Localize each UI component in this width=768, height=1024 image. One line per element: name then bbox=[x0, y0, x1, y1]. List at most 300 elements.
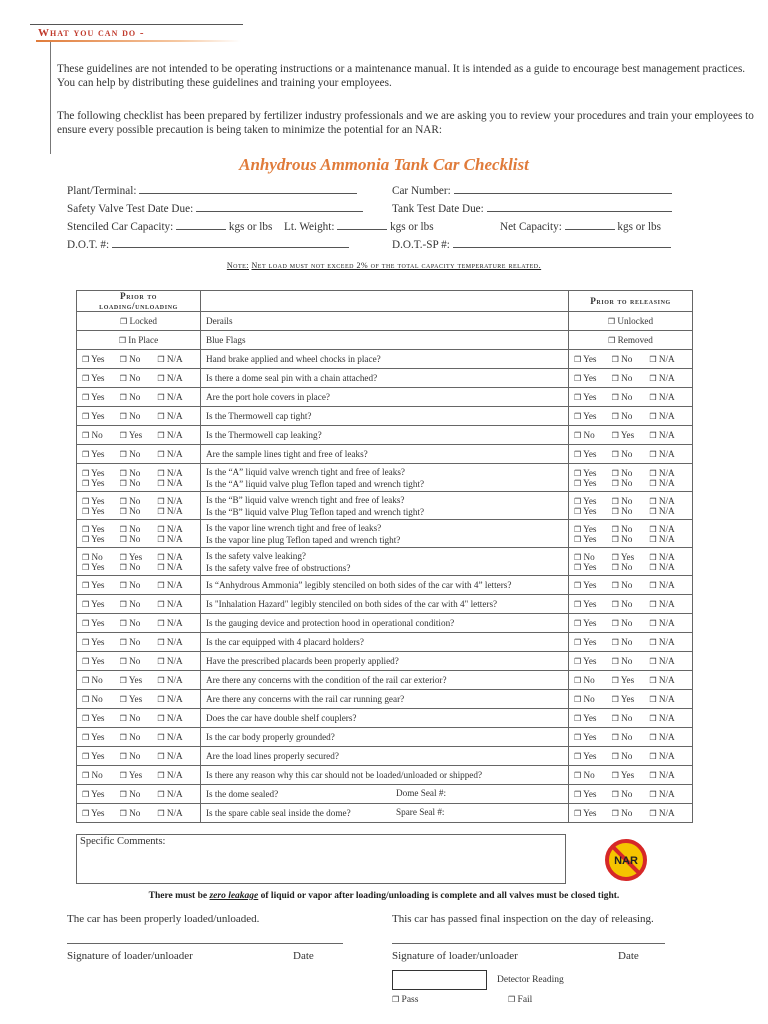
option-checkbox[interactable] bbox=[157, 580, 195, 590]
option-checkbox[interactable] bbox=[157, 713, 195, 723]
option-checkbox[interactable] bbox=[82, 534, 120, 544]
option-checkbox[interactable] bbox=[82, 694, 120, 704]
checkbox-icon: ❒ bbox=[574, 733, 582, 742]
option-checkbox[interactable] bbox=[120, 496, 158, 506]
left-options-cell bbox=[77, 633, 201, 652]
option-checkbox[interactable] bbox=[649, 732, 687, 742]
option-checkbox[interactable] bbox=[120, 449, 158, 459]
option-group bbox=[82, 808, 195, 818]
option-checkbox[interactable] bbox=[120, 808, 158, 818]
checkbox-icon: ❒ bbox=[119, 393, 127, 402]
option-checkbox[interactable] bbox=[82, 373, 120, 383]
option-label: No bbox=[129, 467, 141, 478]
option-label: N/A bbox=[166, 599, 183, 609]
checkbox-icon: ❒ bbox=[574, 790, 582, 799]
left-options-cell bbox=[77, 350, 201, 369]
option-label: N/A bbox=[166, 411, 183, 421]
comments-box[interactable] bbox=[76, 834, 566, 884]
option-checkbox[interactable] bbox=[612, 732, 650, 742]
option-checkbox[interactable] bbox=[612, 468, 650, 478]
lt-weight-field[interactable] bbox=[284, 221, 434, 233]
option-checkbox[interactable] bbox=[157, 534, 195, 544]
option-checkbox[interactable] bbox=[649, 637, 687, 647]
checkbox-icon: ❒ bbox=[82, 468, 90, 478]
option-checkbox[interactable] bbox=[574, 732, 612, 742]
option-checkbox[interactable] bbox=[157, 694, 195, 704]
option-label: Yes bbox=[91, 732, 105, 742]
option-label: N/A bbox=[166, 477, 183, 488]
lt-weight-line[interactable] bbox=[337, 229, 387, 230]
checkbox-icon: ❒ bbox=[157, 355, 165, 364]
option-label: Yes bbox=[91, 354, 105, 364]
option-checkbox[interactable] bbox=[649, 496, 687, 506]
option-checkbox[interactable] bbox=[649, 354, 687, 364]
option-checkbox[interactable] bbox=[120, 713, 158, 723]
option-checkbox[interactable] bbox=[612, 354, 650, 364]
option-checkbox[interactable] bbox=[120, 675, 158, 685]
option-checkbox[interactable] bbox=[574, 534, 612, 544]
checkbox-icon: ❒ bbox=[119, 552, 127, 562]
option-checkbox[interactable] bbox=[82, 808, 120, 818]
option-checkbox[interactable] bbox=[612, 449, 650, 459]
option-checkbox[interactable] bbox=[120, 354, 158, 364]
checkbox-icon: ❒ bbox=[119, 809, 127, 818]
option-checkbox[interactable] bbox=[649, 392, 687, 402]
option-checkbox[interactable] bbox=[612, 789, 650, 799]
option-checkbox[interactable] bbox=[649, 770, 687, 780]
option-checkbox[interactable] bbox=[82, 599, 120, 609]
option-checkbox[interactable] bbox=[574, 580, 612, 590]
option-label: N/A bbox=[658, 656, 675, 666]
option-label: N/A bbox=[166, 618, 183, 628]
option-checkbox[interactable] bbox=[82, 449, 120, 459]
option-checkbox[interactable] bbox=[120, 618, 158, 628]
option-checkbox[interactable] bbox=[120, 656, 158, 666]
checkbox-icon: ❒ bbox=[574, 619, 582, 628]
option-checkbox[interactable] bbox=[612, 751, 650, 761]
option-label: N/A bbox=[166, 392, 183, 402]
option-checkbox[interactable] bbox=[574, 552, 612, 562]
checkbox-icon: ❒ bbox=[649, 676, 657, 685]
option-group bbox=[82, 770, 195, 780]
option-checkbox[interactable] bbox=[574, 392, 612, 402]
option-checkbox[interactable] bbox=[649, 713, 687, 723]
option-checkbox[interactable] bbox=[612, 478, 650, 488]
option-checkbox[interactable] bbox=[82, 468, 120, 478]
checkbox-icon: ❒ bbox=[119, 496, 127, 506]
option-checkbox[interactable] bbox=[649, 534, 687, 544]
option-checkbox[interactable] bbox=[82, 552, 120, 562]
checkbox-icon: ❒ bbox=[649, 374, 657, 383]
checkbox-icon: ❒ bbox=[119, 714, 127, 723]
dot-line[interactable] bbox=[112, 247, 349, 248]
option-checkbox[interactable] bbox=[612, 580, 650, 590]
checkbox-icon: ❒ bbox=[574, 468, 582, 478]
option-label: Yes bbox=[91, 599, 105, 609]
question-cell bbox=[201, 576, 569, 595]
option-label: No bbox=[621, 713, 633, 723]
option-checkbox[interactable] bbox=[82, 411, 120, 421]
option-checkbox[interactable] bbox=[574, 656, 612, 666]
option-checkbox[interactable] bbox=[157, 552, 195, 562]
option-group bbox=[82, 656, 195, 666]
option-checkbox[interactable] bbox=[574, 496, 612, 506]
option-label: N/A bbox=[658, 373, 675, 383]
option-checkbox[interactable] bbox=[82, 618, 120, 628]
option-checkbox[interactable] bbox=[157, 496, 195, 506]
option-group bbox=[574, 506, 687, 516]
option-label: No bbox=[583, 430, 595, 440]
option-checkbox[interactable] bbox=[649, 524, 687, 534]
option-checkbox[interactable] bbox=[82, 524, 120, 534]
option-checkbox[interactable] bbox=[82, 562, 120, 572]
option-checkbox[interactable] bbox=[157, 618, 195, 628]
option-checkbox[interactable] bbox=[157, 478, 195, 488]
checkbox-icon: ❒ bbox=[157, 412, 165, 421]
option-label: N/A bbox=[658, 770, 675, 780]
table-row bbox=[77, 595, 693, 614]
header-accent-rule bbox=[36, 40, 241, 42]
option-checkbox[interactable] bbox=[612, 411, 650, 421]
table-row bbox=[77, 426, 693, 445]
option-checkbox[interactable] bbox=[120, 599, 158, 609]
option-checkbox[interactable] bbox=[82, 580, 120, 590]
option-label: No bbox=[91, 551, 103, 562]
table-row bbox=[77, 520, 693, 548]
option-label: N/A bbox=[658, 533, 675, 544]
option-checkbox[interactable] bbox=[82, 732, 120, 742]
net-capacity-line[interactable] bbox=[565, 229, 615, 230]
option-checkbox[interactable] bbox=[157, 506, 195, 516]
plant-terminal-label: Plant/Terminal: bbox=[67, 185, 137, 197]
option-checkbox[interactable] bbox=[649, 552, 687, 562]
option-checkbox[interactable] bbox=[82, 656, 120, 666]
option-checkbox[interactable] bbox=[574, 675, 612, 685]
car-number-line[interactable] bbox=[454, 193, 672, 194]
option-checkbox[interactable] bbox=[612, 524, 650, 534]
option-checkbox[interactable] bbox=[649, 694, 687, 704]
option-checkbox[interactable] bbox=[82, 637, 120, 647]
plant-terminal-line[interactable] bbox=[139, 193, 357, 194]
option-checkbox[interactable] bbox=[649, 478, 687, 488]
option-checkbox[interactable] bbox=[120, 534, 158, 544]
option-checkbox[interactable] bbox=[157, 637, 195, 647]
table-row bbox=[77, 407, 693, 426]
option-checkbox[interactable] bbox=[574, 506, 612, 516]
question-text: Is the Thermowell cap leaking? bbox=[206, 430, 322, 440]
option-checkbox[interactable] bbox=[120, 732, 158, 742]
option-checkbox[interactable] bbox=[82, 392, 120, 402]
in-place-checkbox[interactable]: ❒ In Place bbox=[77, 331, 201, 350]
pass-checkbox[interactable]: ❒ Pass bbox=[392, 995, 419, 1005]
locked-checkbox[interactable]: ❒ Locked bbox=[77, 312, 201, 331]
safety-valve-field[interactable] bbox=[67, 203, 363, 215]
signature-line-right[interactable] bbox=[392, 943, 665, 944]
option-checkbox[interactable] bbox=[82, 506, 120, 516]
option-checkbox[interactable] bbox=[649, 580, 687, 590]
option-checkbox[interactable] bbox=[574, 562, 612, 572]
option-label: N/A bbox=[166, 656, 183, 666]
option-checkbox[interactable] bbox=[82, 713, 120, 723]
option-label: Yes bbox=[91, 751, 105, 761]
option-checkbox[interactable] bbox=[574, 808, 612, 818]
checkbox-icon: ❒ bbox=[649, 534, 657, 544]
option-checkbox[interactable] bbox=[574, 618, 612, 628]
option-checkbox[interactable] bbox=[612, 392, 650, 402]
option-checkbox[interactable] bbox=[157, 449, 195, 459]
removed-checkbox[interactable]: ❒ Removed bbox=[569, 331, 693, 350]
option-checkbox[interactable] bbox=[649, 599, 687, 609]
dot-field[interactable] bbox=[67, 239, 349, 251]
option-checkbox[interactable] bbox=[612, 770, 650, 780]
checkbox-icon: ❒ bbox=[119, 468, 127, 478]
option-label: N/A bbox=[166, 580, 183, 590]
option-checkbox[interactable] bbox=[574, 411, 612, 421]
signature-line-left[interactable] bbox=[67, 943, 343, 944]
option-checkbox[interactable] bbox=[574, 430, 612, 440]
option-checkbox[interactable] bbox=[157, 808, 195, 818]
option-checkbox[interactable] bbox=[120, 524, 158, 534]
option-checkbox[interactable] bbox=[120, 637, 158, 647]
option-checkbox[interactable] bbox=[574, 751, 612, 761]
date-label-left: Date bbox=[293, 950, 314, 962]
option-checkbox[interactable] bbox=[574, 713, 612, 723]
left-options-cell bbox=[77, 445, 201, 464]
option-checkbox[interactable] bbox=[649, 808, 687, 818]
checkbox-icon: ❒ bbox=[574, 450, 582, 459]
option-checkbox[interactable] bbox=[649, 411, 687, 421]
option-checkbox[interactable] bbox=[82, 789, 120, 799]
left-options-cell bbox=[77, 690, 201, 709]
option-checkbox[interactable] bbox=[612, 534, 650, 544]
unlocked-checkbox[interactable]: ❒ Unlocked bbox=[569, 312, 693, 331]
question-text: Are the load lines properly secured? bbox=[206, 751, 339, 761]
option-checkbox[interactable] bbox=[82, 478, 120, 488]
option-checkbox[interactable] bbox=[157, 468, 195, 478]
option-checkbox[interactable] bbox=[120, 506, 158, 516]
option-checkbox[interactable] bbox=[649, 789, 687, 799]
checkbox-icon: ❒ bbox=[392, 995, 400, 1004]
option-label: Yes bbox=[91, 561, 105, 572]
option-label: Yes bbox=[583, 495, 597, 506]
option-checkbox[interactable] bbox=[574, 468, 612, 478]
option-label: Yes bbox=[583, 505, 597, 516]
option-label: Yes bbox=[620, 694, 635, 704]
question-text: Are the port hole covers in place? bbox=[206, 392, 330, 402]
option-checkbox[interactable] bbox=[157, 373, 195, 383]
option-checkbox[interactable] bbox=[612, 552, 650, 562]
option-checkbox[interactable] bbox=[649, 618, 687, 628]
net-capacity-field[interactable] bbox=[500, 221, 661, 233]
option-checkbox[interactable] bbox=[649, 468, 687, 478]
option-checkbox[interactable] bbox=[157, 751, 195, 761]
car-number-field[interactable] bbox=[392, 185, 672, 197]
option-checkbox[interactable] bbox=[612, 694, 650, 704]
tank-test-line[interactable] bbox=[487, 211, 672, 212]
option-checkbox[interactable] bbox=[82, 770, 120, 780]
option-label: Yes bbox=[620, 430, 635, 440]
checkbox-icon: ❒ bbox=[574, 581, 582, 590]
option-checkbox[interactable] bbox=[157, 354, 195, 364]
option-checkbox[interactable] bbox=[120, 751, 158, 761]
option-checkbox[interactable] bbox=[120, 789, 158, 799]
option-label: N/A bbox=[658, 694, 675, 704]
option-checkbox[interactable] bbox=[82, 675, 120, 685]
left-options-cell bbox=[77, 548, 201, 576]
option-checkbox[interactable] bbox=[649, 506, 687, 516]
option-checkbox[interactable] bbox=[649, 675, 687, 685]
option-label: Yes bbox=[583, 618, 597, 628]
option-checkbox[interactable] bbox=[649, 751, 687, 761]
stenciled-capacity-field[interactable] bbox=[67, 221, 272, 233]
dot-sp-line[interactable] bbox=[453, 247, 671, 248]
option-checkbox[interactable] bbox=[82, 751, 120, 761]
option-checkbox[interactable] bbox=[649, 562, 687, 572]
option-checkbox[interactable] bbox=[574, 354, 612, 364]
option-checkbox[interactable] bbox=[157, 524, 195, 534]
option-group bbox=[574, 656, 687, 666]
option-checkbox[interactable] bbox=[612, 562, 650, 572]
checkbox-icon: ❒ bbox=[119, 562, 127, 572]
checkbox-icon: ❒ bbox=[649, 412, 657, 421]
checkbox-icon: ❒ bbox=[82, 752, 90, 761]
question-text: Hand brake applied and wheel chocks in place? bbox=[206, 354, 381, 364]
option-checkbox[interactable] bbox=[82, 354, 120, 364]
option-label: N/A bbox=[166, 675, 183, 685]
option-checkbox[interactable] bbox=[82, 496, 120, 506]
option-checkbox[interactable] bbox=[612, 430, 650, 440]
option-label: No bbox=[621, 523, 633, 534]
header-vertical-rule bbox=[50, 42, 51, 154]
option-checkbox[interactable] bbox=[157, 789, 195, 799]
plant-terminal-field[interactable] bbox=[67, 185, 357, 197]
dot-sp-field[interactable] bbox=[392, 239, 671, 251]
detector-reading-box[interactable] bbox=[392, 970, 487, 990]
option-checkbox[interactable] bbox=[157, 430, 195, 440]
checkbox-icon: ❒ bbox=[649, 657, 657, 666]
option-checkbox[interactable] bbox=[120, 411, 158, 421]
checkbox-icon: ❒ bbox=[157, 600, 165, 609]
option-checkbox[interactable] bbox=[157, 392, 195, 402]
option-checkbox[interactable] bbox=[157, 770, 195, 780]
checkbox-icon: ❒ bbox=[611, 468, 619, 478]
option-label: N/A bbox=[658, 505, 675, 516]
checkbox-icon: ❒ bbox=[82, 393, 90, 402]
option-checkbox[interactable] bbox=[574, 449, 612, 459]
option-group bbox=[82, 392, 195, 402]
option-checkbox[interactable] bbox=[120, 468, 158, 478]
option-checkbox[interactable] bbox=[612, 618, 650, 628]
option-group bbox=[574, 496, 687, 506]
left-options-cell bbox=[77, 388, 201, 407]
car-number-label: Car Number: bbox=[392, 185, 451, 197]
net-capacity-label: Net Capacity: bbox=[500, 221, 562, 233]
option-label: No bbox=[129, 561, 141, 572]
checkbox-icon: ❒ bbox=[574, 524, 582, 534]
checkbox-icon: ❒ bbox=[611, 496, 619, 506]
option-checkbox[interactable] bbox=[82, 430, 120, 440]
option-checkbox[interactable] bbox=[612, 506, 650, 516]
option-checkbox[interactable] bbox=[120, 392, 158, 402]
option-checkbox[interactable] bbox=[120, 562, 158, 572]
option-checkbox[interactable] bbox=[120, 552, 158, 562]
option-checkbox[interactable] bbox=[574, 694, 612, 704]
checkbox-icon: ❒ bbox=[574, 752, 582, 761]
option-checkbox[interactable] bbox=[157, 675, 195, 685]
checkbox-icon: ❒ bbox=[611, 752, 619, 761]
option-checkbox[interactable] bbox=[120, 430, 158, 440]
option-checkbox[interactable] bbox=[612, 675, 650, 685]
option-label: No bbox=[129, 751, 141, 761]
option-label: N/A bbox=[658, 467, 675, 478]
question-text: Is there a dome seal pin with a chain attached? bbox=[206, 373, 378, 383]
option-label: N/A bbox=[658, 789, 675, 799]
option-checkbox[interactable] bbox=[612, 808, 650, 818]
option-checkbox[interactable] bbox=[649, 449, 687, 459]
option-label: Yes bbox=[583, 808, 597, 818]
option-checkbox[interactable] bbox=[649, 373, 687, 383]
option-checkbox[interactable] bbox=[612, 599, 650, 609]
option-checkbox[interactable] bbox=[649, 430, 687, 440]
option-checkbox[interactable] bbox=[157, 656, 195, 666]
safety-valve-line[interactable] bbox=[196, 211, 363, 212]
option-checkbox[interactable] bbox=[574, 637, 612, 647]
table-row bbox=[77, 350, 693, 369]
option-group bbox=[82, 599, 195, 609]
option-checkbox[interactable] bbox=[157, 599, 195, 609]
option-group bbox=[574, 392, 687, 402]
option-checkbox[interactable] bbox=[120, 694, 158, 704]
option-checkbox[interactable] bbox=[574, 599, 612, 609]
table-row bbox=[77, 633, 693, 652]
option-checkbox[interactable] bbox=[612, 713, 650, 723]
option-checkbox[interactable] bbox=[157, 411, 195, 421]
option-checkbox[interactable] bbox=[612, 656, 650, 666]
option-checkbox[interactable] bbox=[574, 373, 612, 383]
option-checkbox[interactable] bbox=[120, 580, 158, 590]
right-options-cell bbox=[569, 492, 693, 520]
checkbox-icon: ❒ bbox=[119, 695, 127, 704]
option-checkbox[interactable] bbox=[612, 637, 650, 647]
option-group bbox=[82, 789, 195, 799]
checkbox-icon: ❒ bbox=[611, 431, 619, 440]
left-options-cell bbox=[77, 709, 201, 728]
option-checkbox[interactable] bbox=[157, 732, 195, 742]
option-checkbox[interactable] bbox=[649, 656, 687, 666]
option-label: Yes bbox=[91, 618, 105, 628]
option-checkbox[interactable] bbox=[157, 562, 195, 572]
stenciled-capacity-line[interactable] bbox=[176, 229, 226, 230]
option-checkbox[interactable] bbox=[574, 478, 612, 488]
option-checkbox[interactable] bbox=[612, 373, 650, 383]
option-checkbox[interactable] bbox=[612, 496, 650, 506]
option-checkbox[interactable] bbox=[120, 373, 158, 383]
tank-test-field[interactable] bbox=[392, 203, 672, 215]
detector-reading-label: Detector Reading bbox=[497, 975, 564, 985]
checkbox-icon: ❒ bbox=[611, 478, 619, 488]
checkbox-icon: ❒ bbox=[649, 695, 657, 704]
option-checkbox[interactable] bbox=[574, 524, 612, 534]
right-options-cell bbox=[569, 520, 693, 548]
option-checkbox[interactable] bbox=[120, 478, 158, 488]
option-checkbox[interactable] bbox=[574, 789, 612, 799]
option-checkbox[interactable] bbox=[574, 770, 612, 780]
option-label: Yes bbox=[91, 505, 105, 516]
option-label: No bbox=[129, 637, 141, 647]
option-checkbox[interactable] bbox=[120, 770, 158, 780]
option-label: Yes bbox=[583, 373, 597, 383]
fail-checkbox[interactable]: ❒ Fail bbox=[508, 995, 533, 1005]
